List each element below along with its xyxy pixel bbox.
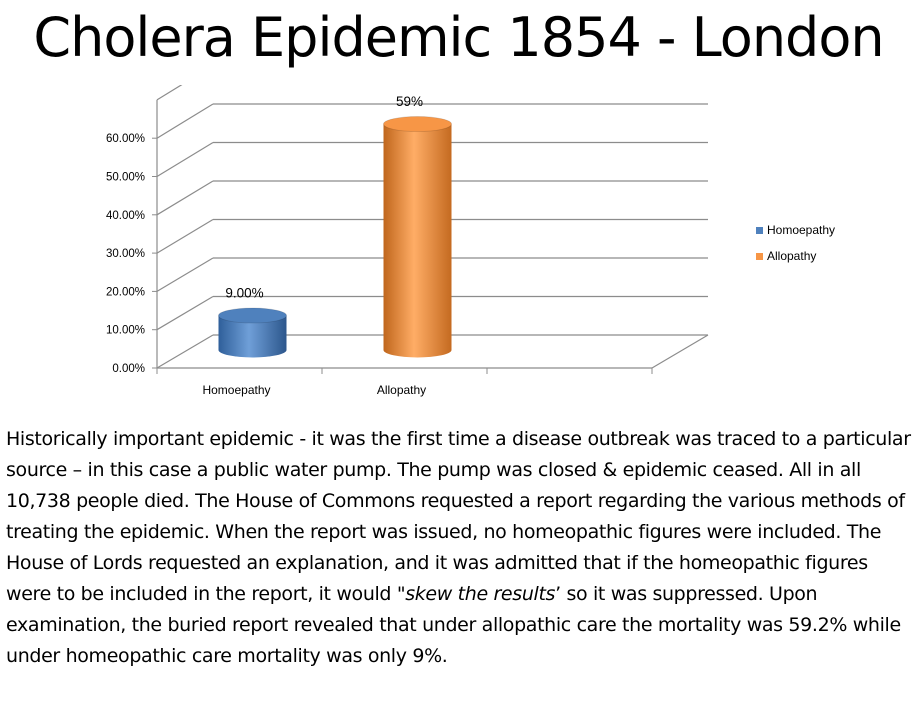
gridline-side [157, 143, 213, 177]
description-paragraph [6, 424, 916, 672]
y-axis [106, 100, 157, 375]
legend-swatch [756, 253, 763, 260]
gridline-side [157, 181, 213, 215]
chart-legend [756, 223, 835, 263]
description-text-part-1: Historically important epidemic - it was the first time a disease outbreak was traced to a particular source – in this case a public water pump. The pump was closed & epidemic ceased. All in all 10,738 people died. The House of Commons requested a report regarding the various methods of treating the epidemic. When the report was issued, no homeopathic figures were included. The House of Lords requested an explanation, and it was admitted that if the homeopathic figures were to be included in the report, it would " [6, 428, 911, 605]
chart-bars [219, 94, 452, 357]
legend-label: Homoepathy [767, 223, 836, 237]
x-tick-label: Homoepathy [202, 383, 271, 397]
gridline-side [157, 104, 213, 138]
y-tick-label: 50.00% [105, 171, 145, 184]
y-tick-label: 10.00% [105, 324, 145, 337]
y-tick-label: 0.00% [112, 363, 145, 375]
legend-swatch [756, 227, 763, 234]
bar-chart [0, 85, 917, 415]
gridline-side [157, 85, 213, 100]
y-tick-label: 60.00% [105, 133, 145, 146]
y-tick-label: 30.00% [105, 248, 145, 261]
data-label: 9.00% [225, 285, 264, 301]
description-text-part-2: ’ so it was suppressed. Upon examination, the buried report revealed that under allopathic care the mortality was 59.2% while under homeopathic care mortality was only 9%. [6, 583, 901, 667]
gridline-side [157, 335, 213, 368]
gridline-side [157, 220, 213, 254]
bar-top-homoepathy [219, 308, 287, 323]
gridline-side [157, 258, 213, 291]
x-axis [157, 368, 652, 397]
data-label: 59% [395, 94, 424, 110]
y-tick-label: 20.00% [105, 286, 145, 299]
bar-top-allopathy [384, 117, 452, 132]
page-title: Cholera Epidemic 1854 - London [33, 6, 884, 69]
x-tick-label: Allopathy [376, 383, 427, 397]
bar-allopathy [384, 124, 452, 357]
description-emphasis: skew the results [405, 583, 556, 605]
floor-edge-right [652, 335, 708, 368]
legend-label: Allopathy [767, 249, 817, 263]
y-tick-label: 40.00% [105, 209, 145, 222]
gridline-side [157, 297, 213, 330]
